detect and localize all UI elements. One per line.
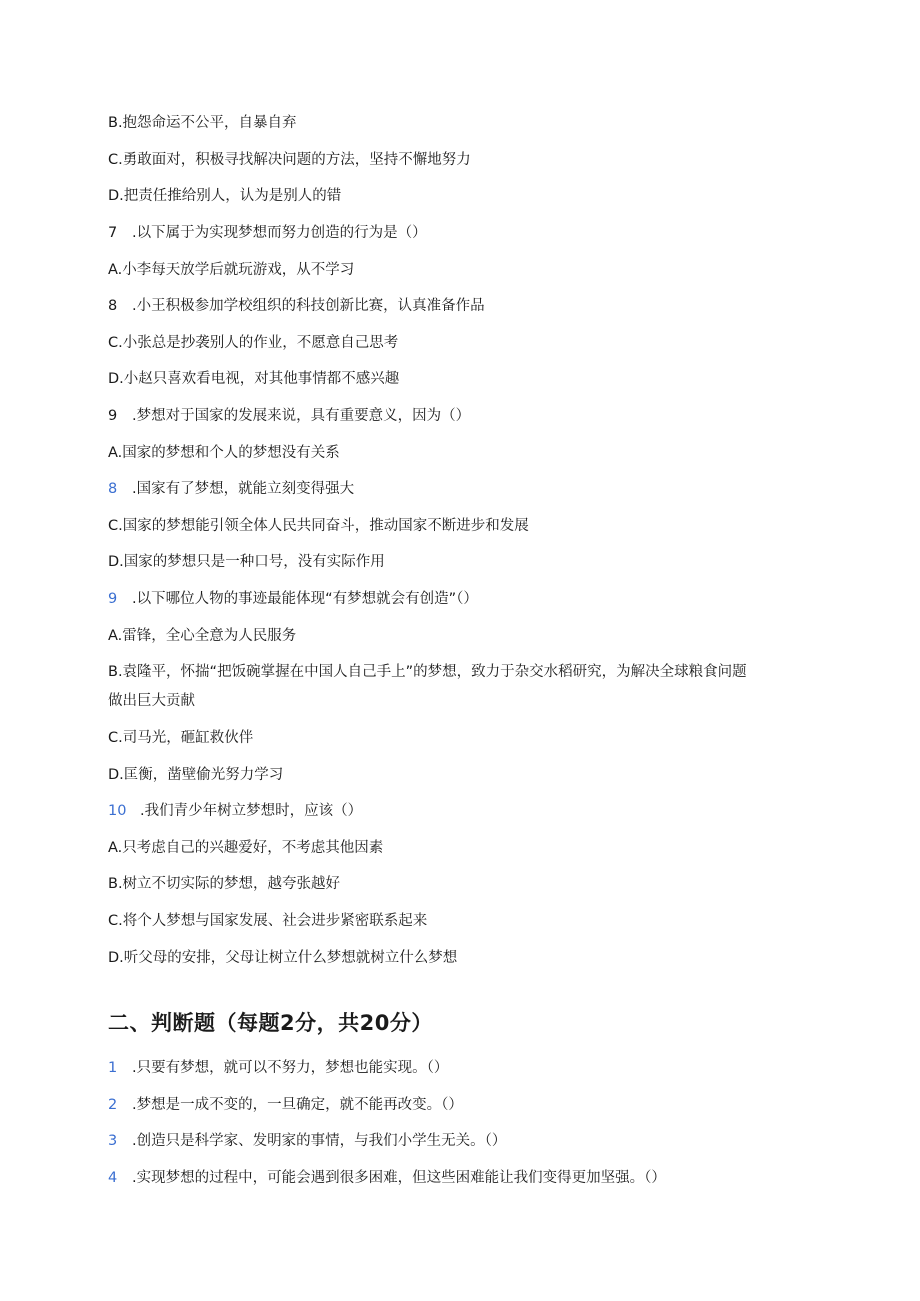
question-number: 4 — [108, 1170, 118, 1186]
judgment-line: 2 .梦想是一成不变的，一旦确定，就不能再改变。（） — [108, 1097, 463, 1113]
judgment-line: 4 .实现梦想的过程中，可能会遇到很多困难，但这些困难能让我们变得更加坚强。（） — [108, 1170, 666, 1186]
question-number: 7 — [108, 225, 118, 241]
option-line: D.听父母的安排，父母让树立什么梦想就树立什么梦想 — [108, 950, 458, 966]
question-line: 9 .梦想对于国家的发展来说，具有重要意义，因为（） — [108, 408, 471, 424]
question-line: 8 .国家有了梦想，就能立刻变得强大 — [108, 481, 355, 497]
option-line: D.匡衡，凿壁偷光努力学习 — [108, 767, 284, 783]
option-line: D.把责任推给别人，认为是别人的错 — [108, 188, 342, 204]
option-line: B.抱怨命运不公平，自暴自弃 — [108, 115, 297, 131]
option-line: D.国家的梦想只是一种口号，没有实际作用 — [108, 554, 385, 570]
question-number: 9 — [108, 591, 118, 607]
option-line-continued: 做出巨大贡献 — [108, 693, 195, 709]
option-line: B.树立不切实际的梦想，越夸张越好 — [108, 876, 341, 892]
question-number: 1 — [108, 1060, 118, 1076]
option-line: C.勇敢面对，积极寻找解决问题的方法，坚持不懈地努力 — [108, 152, 471, 168]
option-line: A.雷锋，全心全意为人民服务 — [108, 628, 297, 644]
question-number: 9 — [108, 408, 118, 424]
question-line: 8 .小王积极参加学校组织的科技创新比赛，认真准备作品 — [108, 298, 485, 314]
option-line: C.司马光，砸缸救伙伴 — [108, 730, 254, 746]
option-line: A.小李每天放学后就玩游戏，从不学习 — [108, 262, 355, 278]
question-line: 7 .以下属于为实现梦想而努力创造的行为是（） — [108, 225, 427, 241]
question-number: 3 — [108, 1133, 118, 1149]
judgment-line: 3 .创造只是科学家、发明家的事情，与我们小学生无关。（） — [108, 1133, 507, 1149]
question-number: 2 — [108, 1097, 118, 1113]
option-line: A.只考虑自己的兴趣爱好，不考虑其他因素 — [108, 840, 384, 856]
option-line: B.袁隆平，怀揣“把饭碗掌握在中国人自己手上”的梦想，致力于杂交水稻研究，为解决全球粮食问题 — [108, 664, 747, 680]
question-line: 10 .我们青少年树立梦想时，应该（） — [108, 803, 363, 819]
question-number: 8 — [108, 481, 118, 497]
judgment-line: 1 .只要有梦想，就可以不努力，梦想也能实现。（） — [108, 1060, 449, 1076]
option-line: C.将个人梦想与国家发展、社会进步紧密联系起来 — [108, 913, 428, 929]
option-line: A.国家的梦想和个人的梦想没有关系 — [108, 445, 340, 461]
question-number: 8 — [108, 298, 118, 314]
question-number: 10 — [108, 803, 127, 819]
option-line: C.国家的梦想能引领全体人民共同奋斗，推动国家不断进步和发展 — [108, 518, 529, 534]
section-title: 二、判断题（每题2分，共20分） — [108, 1011, 433, 1035]
question-line: 9 .以下哪位人物的事迹最能体现“有梦想就会有创造”（） — [108, 591, 478, 607]
option-line: C.小张总是抄袭别人的作业，不愿意自己思考 — [108, 335, 399, 351]
option-line: D.小赵只喜欢看电视，对其他事情都不感兴趣 — [108, 371, 400, 387]
